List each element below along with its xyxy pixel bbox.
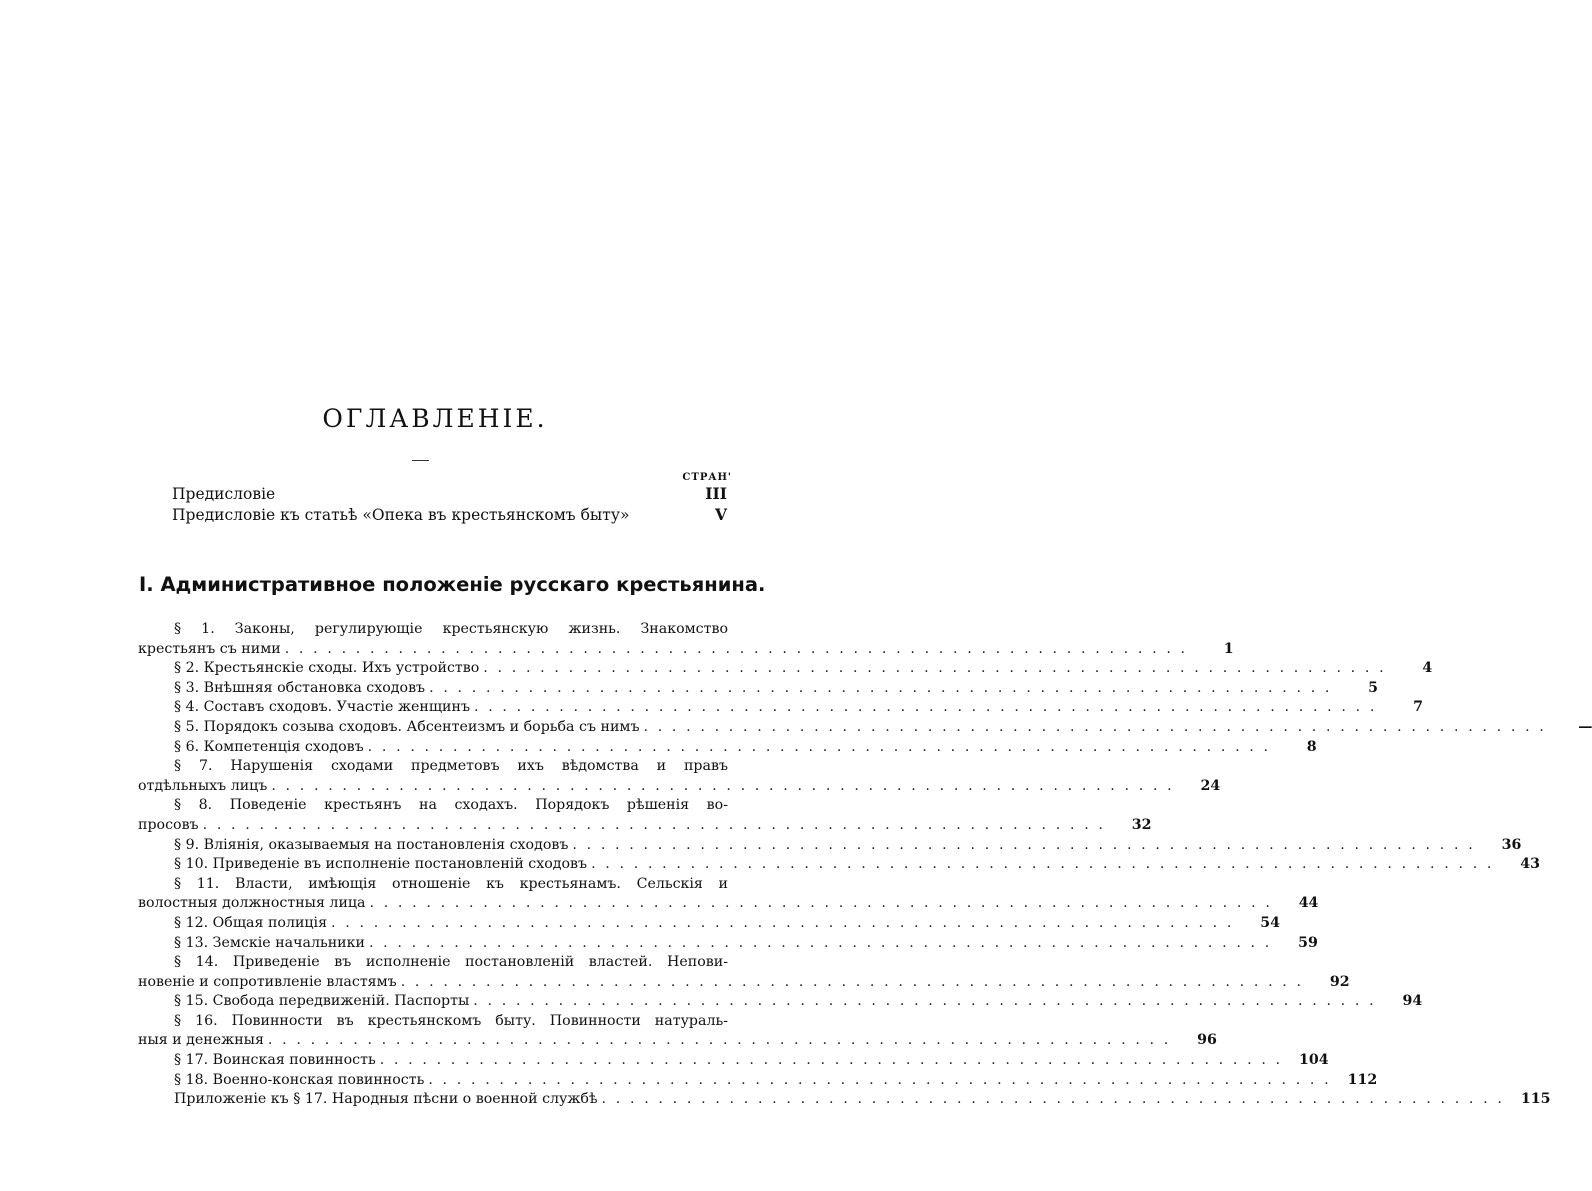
toc-entry	[138, 796, 1152, 835]
front-matter-page: V	[714, 505, 727, 524]
dot-leader: . . . . . . . . . . . . . . . . . . . . . . . . . . . . . . . . . . . . . . . . . . . . . . . . . . . . . . . . . . . . . . . .	[473, 993, 1377, 1010]
toc-page-number: 5	[1368, 679, 1379, 696]
dot-leader: . . . . . . . . . . . . . . . . . . . . . . . . . . . . . . . . . . . . . . . . . . . . . . . . . . . . . . . . . . . . . . . .	[483, 660, 1387, 677]
dot-leader: . . . . . . . . . . . . . . . . . . . . . . . . . . . . . . . . . . . . . . . . . . . . . . . . . . . . . . . . . . . . . . . .	[284, 640, 1188, 657]
toc-entry-text: Приложеніе къ § 17. Народныя пѣсни о военной службѣ	[174, 1091, 598, 1108]
toc-page-number: 8	[1306, 738, 1317, 755]
dot-leader: . . . . . . . . . . . . . . . . . . . . . . . . . . . . . . . . . . . . . . . . . . . . . . . . . . . . . . . . . . . . . . . .	[368, 934, 1272, 951]
dot-leader: . . . . . . . . . . . . . . . . . . . . . . . . . . . . . . . . . . . . . . . . . . . . . . . . . . . . . . . . . . . . . . . .	[572, 836, 1476, 853]
toc-entry-text: волостныя должностныя лица	[138, 895, 366, 912]
dot-leader: . . . . . . . . . . . . . . . . . . . . . . . . . . . . . . . . . . . . . . . . . . . . . . . . . . . . . . . . . . . . . . . .	[331, 914, 1234, 931]
toc-page-number: 104	[1299, 1052, 1329, 1069]
toc-entry-text: ныя и денежныя	[138, 1032, 264, 1049]
dot-leader: . . . . . . . . . . . . . . . . . . . . . . . . . . . . . . . . . . . . . . . . . . . . . . . . . . . . . . . . . . . . . . . .	[400, 973, 1304, 990]
toc-page-number: 36	[1501, 836, 1522, 853]
toc-entry	[138, 1051, 1329, 1071]
toc-line	[138, 796, 728, 816]
toc-entry-text: § 13. Земскіе начальники	[174, 934, 365, 951]
toc-page-number: —	[1578, 718, 1592, 735]
table-of-contents	[138, 620, 1592, 1110]
toc-entry	[138, 757, 1221, 796]
toc-line	[138, 1012, 728, 1032]
toc-page-number: 54	[1260, 914, 1280, 931]
toc-entry	[138, 855, 1541, 875]
toc-entry-text: § 4. Составъ сходовъ. Участіе женщинъ	[174, 699, 470, 716]
toc-line	[138, 816, 1152, 836]
page-title: ОГЛАВЛЕНІЕ.	[322, 404, 548, 433]
toc-page-number: 7	[1413, 699, 1423, 716]
toc-page-number: 1	[1223, 640, 1234, 657]
dot-leader: . . . . . . . . . . . . . . . . . . . . . . . . . . . . . . . . . . . . . . . . . . . . . . . . . . . . . . . . . . . . . . . .	[428, 1071, 1332, 1088]
front-matter-label: Предисловіе	[172, 485, 276, 503]
toc-entry	[138, 718, 1592, 738]
toc-line	[138, 953, 728, 973]
toc-line	[138, 777, 1221, 797]
toc-entry	[138, 875, 1319, 914]
dot-leader: . . . . . . . . . . . . . . . . . . . . . . . . . . . . . . . . . . . . . . . . . . . . . . . . . . . . . . . . . . . . . . . .	[643, 718, 1547, 735]
toc-entry-text: § 10. Приведеніе въ исполненіе постановленій сходовъ	[174, 856, 588, 873]
dot-leader: . . . . . . . . . . . . . . . . . . . . . . . . . . . . . . . . . . . . . . . . . . . . . . . . . . . . . . . . . . . . . . . .	[591, 856, 1495, 873]
toc-entry-text: крестьянъ съ ними	[138, 640, 281, 657]
toc-page-number: 4	[1422, 660, 1433, 677]
toc-page-number: 44	[1298, 895, 1319, 912]
toc-entry-text: § 2. Крестьянскіе сходы. Ихъ устройство	[174, 660, 480, 677]
toc-line	[138, 992, 1423, 1012]
toc-line	[138, 718, 1592, 738]
toc-line	[138, 679, 1379, 699]
toc-entry	[138, 659, 1433, 679]
toc-page-number: 59	[1298, 934, 1318, 951]
toc-entry	[138, 738, 1317, 758]
toc-line	[138, 934, 1318, 954]
toc-entry-text: § 1. Законы, регулирующіе крестьянскую жизнь. Знакомство	[174, 621, 728, 637]
toc-line	[138, 875, 728, 895]
toc-line	[138, 1071, 1378, 1091]
dot-leader: . . . . . . . . . . . . . . . . . . . . . . . . . . . . . . . . . . . . . . . . . . . . . . . . . . . . . . . . . . . . . . . .	[379, 1052, 1283, 1069]
front-matter-item	[172, 484, 727, 504]
toc-entry-text: § 3. Внѣшняя обстановка сходовъ	[174, 679, 426, 696]
dot-leader: . . . . . . . . . . . . . . . . . . . . . . . . . . . . . . . . . . . . . . . . . . . . . . . . . . . . . . . . . . . . . . . .	[271, 777, 1175, 794]
dot-leader: . . . . . . . . . . . . . . . . . . . . . . . . . . . . . . . . . . . . . . . . . . . . . . . . . . . . . . . . . . . . . . . .	[429, 679, 1333, 696]
dot-leader: . . . . . . . . . . . . . . . . . . . . . . . . . . . . . . . . . . . . . . . . . . . . . . . . . . . . . . . . . . . . . . . .	[367, 738, 1271, 755]
toc-entry	[138, 934, 1318, 954]
front-matter-label: Предисловіе къ статьѣ «Опека въ крестьянскомъ быту»	[172, 506, 630, 524]
toc-line	[138, 894, 1319, 914]
toc-entry-text: § 11. Власти, имѣющія отношеніе къ крестьянамъ. Сельскія и	[174, 875, 728, 892]
toc-entry-text: § 17. Воинская повинность	[174, 1052, 376, 1069]
toc-line	[138, 914, 1280, 934]
toc-entry-text: § 16. Повинности въ крестьянскомъ быту. Повинности натураль-	[174, 1012, 728, 1029]
toc-entry-text: § 8. Поведеніе крестьянъ на сходахъ. Порядокъ рѣшенія во-	[174, 797, 728, 814]
dot-leader: . . . . . . . . . . . . . . . . . . . . . . . . . . . . . . . . . . . . . . . . . . . . . . . . . . . . . . . . . . . . . . . .	[473, 699, 1377, 716]
toc-page-number: 112	[1347, 1071, 1378, 1088]
dot-leader: . . . . . . . . . . . . . . . . . . . . . . . . . . . . . . . . . . . . . . . . . . . . . . . . . . . . . . . . . . . . . . . .	[369, 895, 1273, 912]
toc-entry	[138, 992, 1423, 1012]
toc-line	[138, 1090, 1551, 1110]
toc-page-number: 43	[1520, 856, 1541, 873]
toc-entry	[138, 1012, 1217, 1051]
toc-page-number: 94	[1402, 993, 1423, 1010]
toc-entry-text: отдѣльныхъ лицъ	[138, 777, 268, 794]
toc-entry-text: § 12. Общая полиція	[174, 914, 328, 931]
toc-line	[138, 1051, 1329, 1071]
toc-entry	[138, 620, 1234, 659]
front-matter-page: III	[705, 484, 727, 503]
toc-page-number: 32	[1131, 816, 1152, 833]
toc-page-number: 115	[1520, 1091, 1551, 1108]
toc-entry-text: § 14. Приведеніе въ исполненіе постановленій властей. Непови-	[174, 954, 728, 971]
toc-entry-text: просовъ	[138, 816, 199, 833]
toc-line	[138, 973, 1350, 993]
toc-line	[138, 620, 728, 640]
title-divider	[412, 460, 429, 461]
toc-entry-text: § 6. Компетенція сходовъ	[174, 738, 364, 755]
toc-entry-text: § 5. Порядокъ созыва сходовъ. Абсентеизмъ и борьба съ нимъ	[174, 718, 640, 735]
toc-entry-text: новеніе и сопротивленіе властямъ	[138, 973, 397, 990]
toc-line	[138, 855, 1541, 875]
toc-page-number: 96	[1197, 1032, 1217, 1049]
toc-entry-text: § 7. Нарушенія сходами предметовъ ихъ вѣдомства и правъ	[174, 758, 728, 775]
toc-entry	[138, 1071, 1378, 1091]
toc-entry	[138, 679, 1379, 699]
toc-entry-text: § 15. Свобода передвиженій. Паспорты	[174, 993, 470, 1010]
toc-entry	[138, 914, 1280, 934]
toc-entry	[138, 836, 1522, 856]
section-heading: I. Административное положеніе русскаго крестьянина.	[139, 573, 766, 596]
toc-entry	[138, 698, 1423, 718]
front-matter-item	[172, 505, 727, 525]
dot-leader: . . . . . . . . . . . . . . . . . . . . . . . . . . . . . . . . . . . . . . . . . . . . . . . . . . . . . . . . . . . . . . . .	[267, 1032, 1171, 1049]
toc-entry-text: § 9. Вліянія, оказываемыя на постановленія сходовъ	[174, 836, 569, 853]
toc-line	[138, 698, 1423, 718]
toc-line	[138, 738, 1317, 758]
toc-entry	[138, 953, 1350, 992]
toc-line	[138, 640, 1234, 660]
toc-page-number: 24	[1200, 777, 1221, 794]
toc-page-number: 92	[1329, 973, 1350, 990]
toc-line	[138, 659, 1433, 679]
page-column-header: СТРАН'	[682, 472, 732, 483]
toc-entry-text: § 18. Военно-конская повинность	[174, 1071, 425, 1088]
toc-line	[138, 836, 1522, 856]
dot-leader: . . . . . . . . . . . . . . . . . . . . . . . . . . . . . . . . . . . . . . . . . . . . . . . . . . . . . . . . . . . . . . . .	[202, 816, 1106, 833]
toc-line	[138, 757, 728, 777]
dot-leader: . . . . . . . . . . . . . . . . . . . . . . . . . . . . . . . . . . . . . . . . . . . . . . . . . . . . . . . . . . . . . . . .	[601, 1091, 1505, 1108]
toc-entry	[138, 1090, 1551, 1110]
toc-line	[138, 1031, 1217, 1051]
